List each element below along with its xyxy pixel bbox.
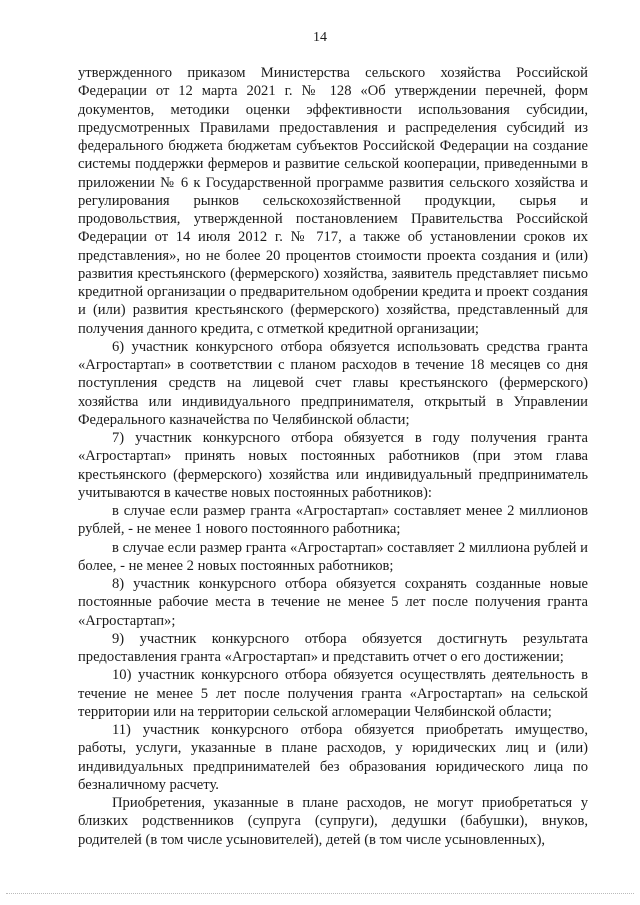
paragraph-item-11: 11) участник конкурсного отбора обязуется приобретать имущество, работы, услуги, указанные в плане расходов, у юридических лиц и (или) индивидуальных предпринимателей без образования юридического лица по безналичному расчету. xyxy=(78,722,588,793)
document-body xyxy=(78,64,588,849)
paragraph-item-9: 9) участник конкурсного отбора обязуется достигнуть результата предоставления гранта «Агростартап» и представить отчет о его достижении; xyxy=(78,630,588,665)
paragraph-item-7-case-2: в случае если размер гранта «Агростартап» составляет 2 миллиона рублей и более, - не менее 2 новых постоянных работников; xyxy=(78,539,588,574)
page-number: 14 xyxy=(313,30,327,45)
paragraph-item-7-case-1: в случае если размер гранта «Агростартап» составляет менее 2 миллионов рублей, - не менее 1 нового постоянного работника; xyxy=(78,503,588,538)
paragraph-item-6: 6) участник конкурсного отбора обязуется использовать средства гранта «Агростартап» в соответствии с планом расходов в течение 18 месяцев со дня поступления средств на лицевой счет главы крестьянского (фермерского) хозяйства или индивидуального предпринимателя, открытый в Управлении Федерального казначейства по Челябинской области; xyxy=(78,338,588,428)
paragraph-item-8: 8) участник конкурсного отбора обязуется сохранять созданные новые постоянные рабочие места в течение не менее 5 лет после получения гранта «Агростартап»; xyxy=(78,576,588,629)
bottom-divider xyxy=(6,893,634,894)
paragraph-continuation: утвержденного приказом Министерства сельского хозяйства Российской Федерации от 12 марта 2021 г. № 128 «Об утверждении перечней, форм документов, методики оценки эффективности использования субсидии, предусмотренных Правилами предоставления и распределения субсидий из федерального бюджета бюджетам субъектов Российской Федерации на создание системы поддержки фермеров и развитие сельской кооперации, приведенными в приложении № 6 к Государственной программе развития сельского хозяйства и регулирования рынков сельскохозяйственной продукции, сырья и продовольствия, утвержденной постановлением Правительства Российской Федерации от 14 июля 2012 г. № 717, а также об установлении сроков их представления», но не более 20 процентов стоимости проекта создания и (или) развития крестьянского (фермерского) хозяйства, заявитель представляет письмо кредитной организации о предварительном одобрении кредита и проект создания и (или) развития крестьянского (фермерского) хозяйства, представленный для получения данного кредита, с отметкой кредитной организации; xyxy=(78,65,588,337)
paragraph-item-7: 7) участник конкурсного отбора обязуется в году получения гранта «Агростартап» принять новых постоянных работников (при этом глава крестьянского (фермерского) хозяйства или индивидуальный предприниматель учитываются в качестве новых постоянных работников): xyxy=(78,430,588,501)
paragraph-item-10: 10) участник конкурсного отбора обязуется осуществлять деятельность в течение не менее 5 лет после получения гранта «Агростартап» на сельской территории или на территории сельской агломерации Челябинской области; xyxy=(78,667,588,720)
paragraph-purchases: Приобретения, указанные в плане расходов, не могут приобретаться у близких родственников (супруга (супруги), дедушки (бабушки), внуков, родителей (в том числе усыновителей), детей (в том числе усыновленных), xyxy=(78,795,588,848)
